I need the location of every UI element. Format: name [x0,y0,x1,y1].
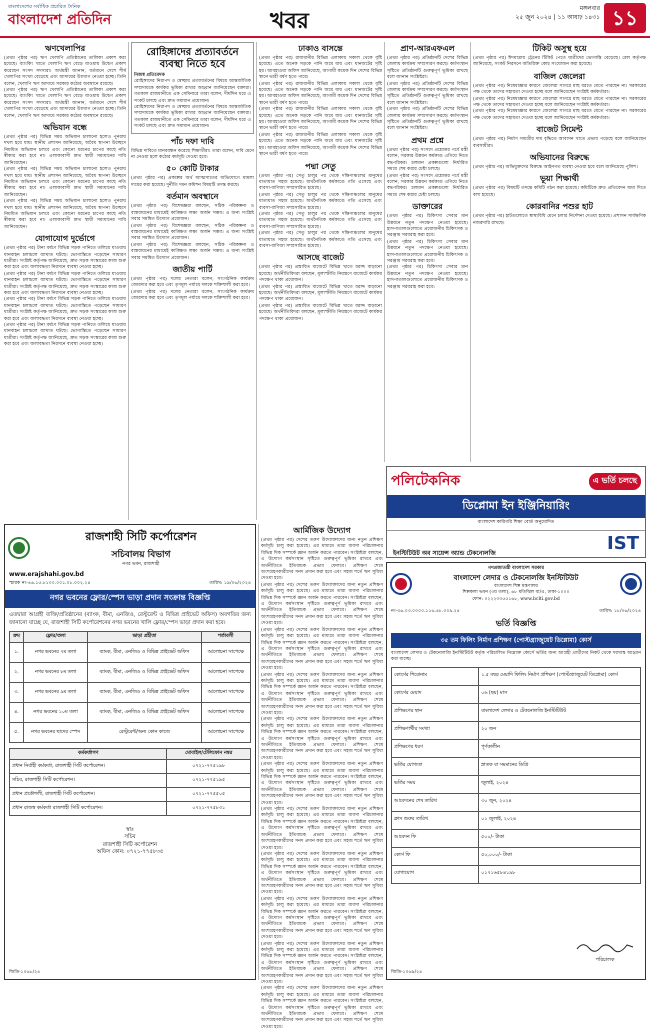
table-row [392,847,641,865]
article-body: (প্রথম পৃষ্ঠার পর) বিষয়টি তদন্তে কমিটি গঠন করা হয়েছে। কমিটিকে দ্রুত প্রতিবেদন জমা দিতে বলা হয়েছে। [473,186,646,198]
leather-ad-ministry: গণপ্রজাতন্ত্রী বাংলাদেশ সরকার [487,566,545,571]
article [259,44,382,159]
table-header-cell: ভাড়া গ্রহীতা [88,632,201,643]
table-cell: আবেদনের শেষ তারিখ [392,793,479,811]
article-body: বিভিন্ন দাবিতে মানববন্ধন করেছে শিক্ষার্থীরা। তারা বলেন, দাবি মেনে না নেওয়া হলে কঠোর কর্মসূচি দেওয়া হবে। [131,148,254,161]
column-1 [4,42,126,520]
dateline [500,4,600,22]
table-row [392,811,641,829]
article-headline: বাজিল জেলেরা [533,71,586,81]
leather-institute-ad [386,562,646,980]
article-body: (প্রথম পৃষ্ঠার পর) সেতু চালুর পর থেকে দক্ষিণাঞ্চলের মানুষের যাতায়াত সহজ হয়েছে। অর্থনৈতিক কর্মকাণ্ডে গতি এসেছে এবং ব্যবসা-বাণিজ্য সম্প্রসারিত হয়েছে। [259,211,382,230]
table-row [10,723,251,743]
table-row [10,774,251,788]
rajshahi-ad-signature-block [5,827,255,857]
article-headline: কোরবানির পশুর হাট [526,202,593,212]
article-body: (প্রথম পৃষ্ঠার পর) ঈদযাত্রায় ট্রেনের টিকিট পেতে যাত্রীদের ভোগান্তি বেড়েছে। রেল কর্তৃপক্ষ জানিয়েছে, সংকট নিরসনে অতিরিক্ত কোচ সংযোজন করা হয়েছে। [473,56,646,68]
table-row [392,667,641,685]
article-body: (প্রথম পৃষ্ঠার পর) অভিযুক্তদের বিরুদ্ধে আইনগত ব্যবস্থা নেওয়া হবে বলে জানিয়েছে পুলিশ। [473,165,638,171]
article-headline: অভিযানের বিরুদ্ধে [529,153,590,163]
table-cell: আলোচনা সাপেক্ষে [201,683,250,703]
table-cell: ১. [10,643,24,663]
table-header-cell: ক্রম [10,632,24,643]
rajshahi-ad-footer: জিডি-১০৬৮/২৪ [9,970,41,975]
article-body: (প্রথম পৃষ্ঠার পর) চিকিৎসা সেবার মান উন্নয়নে নতুন পদক্ষেপ নেওয়া হয়েছে। হাসপাতালগুলোতে প্রয়োজনীয় চিকিৎসক ও সরঞ্জাম সরবরাহ করা হবে। [387,214,468,239]
table-cell: ৩. [10,683,24,703]
article-body: (প্রথম পৃষ্ঠার পর) প্রকল্পের অর্থ আত্মসাতের অভিযোগে মামলা দায়ের করা হয়েছে। দুর্নীতি দমন কমিশন বিষয়টি তদন্ত করছে। [131,176,254,188]
table-cell: ব্যাংক, বীমা, এনজিও ও বিভিন্ন প্রাইভেট অফিস [88,703,201,723]
table-cell: ২. [10,663,24,683]
article [473,174,646,199]
table-cell: ০৭২১-৭৭৫১৯৫ [167,774,251,788]
table-cell: কোর্সের মেয়াদ [392,685,479,703]
table-cell: ভর্তির সময় [392,775,479,793]
poly-ad-note: বাংলাদেশ কারিগরি শিক্ষা বোর্ড অনুমোদিত [477,520,555,525]
table-row [10,643,251,663]
article-headline: প্রথম প্রশ্নে [411,135,444,145]
table-row [392,685,641,703]
article-body: (প্রথম পৃষ্ঠার পর) দেশের তরুণ উদ্যোক্তাদের জন্য নতুন প্রশিক্ষণ কর্মসূচি চালু করা হয়েছে। এর মাধ্যমে তারা ব্যবসা পরিচালনার বিভিন্ন দিক সম্পর্কে জ্ঞান অর্জন করতে পারবেন। সংশ্লিষ্টরা বলছেন, এ উদ্যোগ কর্মসংস্থান সৃষ্টিতে গুরুত্বপূর্ণ ভূমিকা রাখবে এবং অর্থনীতিতে ইতিবাচক প্রভাব ফেলবে। প্রশিক্ষণ শেষে অংশগ্রহণকারীদের সনদ প্রদান করা হবে এবং সহজ শর্তে ঋণ সুবিধা দেওয়া হবে। [261,986,383,1030]
article [259,162,382,251]
article-body: (প্রথম পৃষ্ঠার পর) ঋণ খেলাপি প্রতিষ্ঠানের তালিকা প্রকাশ করা হয়েছে। ব্যাংকিং খাতে খেলাপি ঋণ বেড়ে যাওয়ায় উদ্বেগ প্রকাশ করেছেন সংসদ সদস্যরা। অর্থমন্ত্রী জানান, বর্তমানে দেশে শীর্ষ খেলাপির সংখ্যা বেড়েছে এবং আদায়ের উদ্যোগ নেওয়া হচ্ছে। তিনি বলেন, খেলাপি ঋণ আদায়ে সরকার কঠোর অবস্থানে রয়েছে। [4,56,126,87]
article [131,137,254,162]
article-headline: বাজেট সিমেন্ট [536,125,583,135]
article-body: (প্রথম পৃষ্ঠার পর) সংসদে প্রশ্নোত্তর পর্বে মন্ত্রী বলেন, সরকার উন্নয়ন কর্মকাণ্ড এগিয়ে নিতে বদ্ধপরিকর। চলমান প্রকল্পগুলো নির্ধারিত সময়ে শেষ করার চেষ্টা চলছে। [387,147,468,173]
article-body: (প্রথম পৃষ্ঠার পর) দেশের তরুণ উদ্যোক্তাদের জন্য নতুন প্রশিক্ষণ কর্মসূচি চালু করা হয়েছে। এর মাধ্যমে তারা ব্যবসা পরিচালনার বিভিন্ন দিক সম্পর্কে জ্ঞান অর্জন করতে পারবেন। সংশ্লিষ্টরা বলছেন, এ উদ্যোগ কর্মসংস্থান সৃষ্টিতে গুরুত্বপূর্ণ ভূমিকা রাখবে এবং অর্থনীতিতে ইতিবাচক প্রভাব ফেলবে। প্রশিক্ষণ শেষে অংশগ্রহণকারীদের সনদ প্রদান করা হবে এবং সহজ শর্তে ঋণ সুবিধা দেওয়া হবে। [261,896,383,941]
article-body: (প্রথম পৃষ্ঠার পর) টানা বর্ষণে বিভিন্ন সড়ক পানিতে তলিয়ে যাওয়ায় যানবাহন চলাচলে ব্যাঘাত ঘটছে। ভোগান্তিতে পড়েছেন সাধারণ যাত্রীরা। সংশ্লিষ্ট কর্তৃপক্ষ জানিয়েছে, দ্রুত সড়ক সংস্কারের কাজ শুরু করা হবে এবং জলাবদ্ধতা নিরসনে ব্যবস্থা নেওয়া হচ্ছে। [4,323,126,348]
article-body: (প্রথম পৃষ্ঠার পর) দেশের তরুণ উদ্যোক্তাদের জন্য নতুন প্রশিক্ষণ কর্মসূচি চালু করা হয়েছে। এর মাধ্যমে তারা ব্যবসা পরিচালনার বিভিন্ন দিক সম্পর্কে জ্ঞান অর্জন করতে পারবেন। সংশ্লিষ্টরা বলছেন, এ উদ্যোগ কর্মসংস্থান সৃষ্টিতে গুরুত্বপূর্ণ ভূমিকা রাখবে এবং অর্থনীতিতে ইতিবাচক প্রভাব ফেলবে। প্রশিক্ষণ শেষে অংশগ্রহণকারীদের সনদ প্রদান করা হবে এবং সহজ শর্তে ঋণ সুবিধা দেওয়া হবে। [261,851,383,896]
leather-ad-contact[interactable]: ফোন: ০২২২৩৩৫৫১৬৮, www.bclti.gov.bd [472,596,560,602]
article-body: (প্রথম পৃষ্ঠার পর) হাটগুলোতে স্বাস্থ্যবিধি মেনে চলার নির্দেশনা দেওয়া হয়েছে। প্রশাসন সার্বক্ষণিক নজরদারি রাখছে। [473,214,646,226]
article-body: (প্রথম পৃষ্ঠার পর) বিভিন্ন সময় অভিযান চালানো হলেও পুনরায় দখল হয়ে যায়। স্থানীয় প্রশাসন জানিয়েছে, অবৈধ স্থাপনা উচ্ছেদে নিয়মিত অভিযান চলবে এবং কোনো ধরনের চাপের কাছে নতি স্বীকার করা হবে না। এলাকাবাসী দ্রুত স্থায়ী সমাধানের দাবি জানিয়েছেন। [4,167,126,198]
article-headline: জাতীয় পার্টি [172,264,213,274]
table-cell: ৫. [10,723,24,743]
article-body: (প্রথম পৃষ্ঠার পর) দেশের তরুণ উদ্যোক্তাদের জন্য নতুন প্রশিক্ষণ কর্মসূচি চালু করা হয়েছে। এর মাধ্যমে তারা ব্যবসা পরিচালনার বিভিন্ন দিক সম্পর্কে জ্ঞান অর্জন করতে পারবেন। সংশ্লিষ্টরা বলছেন, এ উদ্যোগ কর্মসংস্থান সৃষ্টিতে গুরুত্বপূর্ণ ভূমিকা রাখবে এবং অর্থনীতিতে ইতিবাচক প্রভাব ফেলবে। প্রশিক্ষণ শেষে অংশগ্রহণকারীদের সনদ প্রদান করা হবে এবং সহজ শর্তে ঋণ সুবিধা দেওয়া হবে। [261,538,383,582]
article-body: (প্রথম পৃষ্ঠার পর) বিশেষজ্ঞরা বলছেন, সঠিক পরিকল্পনা ও বাস্তবায়নের মাধ্যমেই কাঙ্ক্ষিত লক্ষ্য অর্জন সম্ভব। এ জন্য সংশ্লিষ্ট সবার সমন্বিত উদ্যোগ প্রয়োজন। [131,223,254,242]
article-body: (প্রথম পৃষ্ঠার পর) বিভিন্ন সময় অভিযান চালানো হলেও পুনরায় দখল হয়ে যায়। স্থানীয় প্রশাসন জানিয়েছে, অবৈধ স্থাপনা উচ্ছেদে নিয়মিত অভিযান চলবে এবং কোনো ধরনের চাপের কাছে নতি স্বীকার করা হবে না। এলাকাবাসী দ্রুত স্থায়ী সমাধানের দাবি জানিয়েছেন। [4,199,126,230]
table-cell: পূর্ণকালীন [479,739,641,757]
table-cell: যোগাযোগ [392,865,479,883]
article-body: (প্রথম পৃষ্ঠার পর) বিশেষজ্ঞরা বলছেন, সঠিক পরিকল্পনা ও বাস্তবায়নের মাধ্যমেই কাঙ্ক্ষিত লক্ষ্য অর্জন সম্ভব। এ জন্য সংশ্লিষ্ট সবার সমন্বিত উদ্যোগ প্রয়োজন। [131,242,254,261]
article [473,125,646,150]
rajshahi-ad-header [5,525,255,571]
poly-ad-header [387,467,645,495]
article-body: (প্রথম পৃষ্ঠার পর) দেশের তরুণ উদ্যোক্তাদের জন্য নতুন প্রশিক্ষণ কর্মসূচি চালু করা হয়েছে। এর মাধ্যমে তারা ব্যবসা পরিচালনার বিভিন্ন দিক সম্পর্কে জ্ঞান অর্জন করতে পারবেন। সংশ্লিষ্টরা বলছেন, এ উদ্যোগ কর্মসংস্থান সৃষ্টিতে গুরুত্বপূর্ণ ভূমিকা রাখবে এবং অর্থনীতিতে ইতিবাচক প্রভাব ফেলবে। প্রশিক্ষণ শেষে অংশগ্রহণকারীদের সনদ প্রদান করা হবে এবং সহজ শর্তে ঋণ সুবিধা দেওয়া হবে। [261,941,383,986]
article-headline: ডাক্তারের [412,202,443,212]
article-body: (প্রথম পৃষ্ঠার পর) বিশেষজ্ঞরা বলছেন, সঠিক পরিকল্পনা ও বাস্তবায়নের মাধ্যমেই কাঙ্ক্ষিত লক্ষ্য অর্জন সম্ভব। এ জন্য সংশ্লিষ্ট সবার সমন্বিত উদ্যোগ প্রয়োজন। [131,204,254,223]
article-body: (প্রথম পৃষ্ঠার পর) সংসদে প্রশ্নোত্তর পর্বে মন্ত্রী বলেন, সরকার উন্নয়ন কর্মকাণ্ড এগিয়ে নিতে বদ্ধপরিকর। চলমান প্রকল্পগুলো নির্ধারিত সময়ে শেষ করার চেষ্টা চলছে। [387,173,468,198]
article-headline: পাঁচ দফা দাবি [170,136,215,146]
leather-ad-table [391,667,641,884]
table-cell: নগর ভবনের ছাদের স্পেস [23,723,87,743]
article-headline: ঢাকাও বাসন্তে [298,44,343,53]
leather-ad-memo-line [387,606,645,616]
table-cell: প্রশিক্ষণের ধরণ [392,739,479,757]
table-cell: নগর ভবনের ৮ম তলা [23,663,87,683]
ist-logo: IST [607,533,639,555]
article-body: (প্রথম পৃষ্ঠার পর) টানা বর্ষণে বিভিন্ন সড়ক পানিতে তলিয়ে যাওয়ায় যানবাহন চলাচলে ব্যাঘাত ঘটছে। ভোগান্তিতে পড়েছেন সাধারণ যাত্রীরা। সংশ্লিষ্ট কর্তৃপক্ষ জানিয়েছে, দ্রুত সড়ক সংস্কারের কাজ শুরু করা হবে এবং জলাবদ্ধতা নিরসনে ব্যবস্থা নেওয়া হচ্ছে। [4,246,126,271]
table-header-cell: কর্মকর্তাগণ [10,749,167,760]
article [131,192,254,262]
article [131,265,254,303]
leather-ad-course: ৩৫ তম ফিলিং নির্মাণ প্রশিক্ষণ (পোস্টগ্র্যাজুয়েট ডিপ্লোমা) কোর্স [391,633,641,648]
article-body: (প্রথম পৃষ্ঠার পর) সেতু চালুর পর থেকে দক্ষিণাঞ্চলের মানুষের যাতায়াত সহজ হয়েছে। অর্থনৈতিক কর্মকাণ্ডে গতি এসেছে এবং ব্যবসা-বাণিজ্য সম্প্রসারিত হয়েছে। [259,231,382,249]
article-headline: আসছে বাজেট [297,253,344,263]
table-header-cell: শর্তাবলী [201,632,250,643]
table-cell: ব্যাংক, বীমা, এনজিও ও বিভিন্ন প্রাইভেট অফিস [88,643,201,663]
article-headline: ঋণখেলাপির [44,44,86,53]
signer-line: অফিস কোন: ০৭২১-৭৭৫৮৩৫ [96,849,164,856]
article [387,44,468,133]
rajshahi-ad-banner: নগর ভবনের ফ্লোর/স্পেস ভাড়া প্রদান সংক্রান্ত বিজ্ঞপ্তি [5,590,255,608]
rajshahi-ad-memo: স্মারক নং-৪৬.১৫.৮১০০.০০১.০৮.০০২.২৪ [9,581,91,587]
article-headline: ভূয়া শিক্ষার্থী [539,174,580,184]
table-cell: ৫০,০০০/- টাকা [479,847,641,865]
article-body: রোহিঙ্গাদের নিরাপদ ও স্বেচ্ছায় প্রত্যাবর্তনের বিষয়ে আন্তর্জাতিক সম্প্রদায়কে কার্যকর ভূমিকা রাখার আহ্বান জানিয়েছেন বক্তারা। গতকাল রাজধানীতে এক সেমিনারে তারা বলেন, দীর্ঘদিন ধরে এ সংকট চলছে এবং দ্রুত সমাধান প্রয়োজন। [134,79,251,104]
article-headline: আর্মিজিক উদ্যোগ [293,526,351,535]
leather-ad-address: শিল্পকলা ভবন (৩য় তলা), ৬৮ মতিঝিল বা/এ, ঢাকা-১০০০ [462,590,570,596]
article-body: (প্রথম পৃষ্ঠার পর) দেশের তরুণ উদ্যোক্তাদের জন্য নতুন প্রশিক্ষণ কর্মসূচি চালু করা হয়েছে। এর মাধ্যমে তারা ব্যবসা পরিচালনার বিভিন্ন দিক সম্পর্কে জ্ঞান অর্জন করতে পারবেন। সংশ্লিষ্টরা বলছেন, এ উদ্যোগ কর্মসংস্থান সৃষ্টিতে গুরুত্বপূর্ণ ভূমিকা রাখবে এবং অর্থনীতিতে ইতিবাচক প্রভাব ফেলবে। প্রশিক্ষণ শেষে অংশগ্রহণকারীদের সনদ প্রদান করা হবে এবং সহজ শর্তে ঋণ সুবিধা দেওয়া হবে। [261,807,383,851]
table-row [10,703,251,723]
table-cell: আলোচনা সাপেক্ষে [201,643,250,663]
table-header-row [10,749,251,760]
table-cell: ০৭২১-৭৭৫৮৩১ [167,802,251,816]
signer-line: রাজশাহী সিটি কর্পোরেশন [102,841,158,848]
article-headline: যোগাযোগ দুর্ভোগে [34,234,96,244]
leather-ad-table-wrap [387,665,645,886]
polytechnic-ad [386,466,646,558]
table-cell: ০১৭১৬৫৮৪১৯৮ [479,865,641,883]
article-body: (প্রথম পৃষ্ঠার পর) দেশের তরুণ উদ্যোক্তাদের জন্য নতুন প্রশিক্ষণ কর্মসূচি চালু করা হয়েছে। এর মাধ্যমে তারা ব্যবসা পরিচালনার বিভিন্ন দিক সম্পর্কে জ্ঞান অর্জন করতে পারবেন। সংশ্লিষ্টরা বলছেন, এ উদ্যোগ কর্মসংস্থান সৃষ্টিতে গুরুত্বপূর্ণ ভূমিকা রাখবে এবং অর্থনীতিতে ইতিবাচক প্রভাব ফেলবে। প্রশিক্ষণ শেষে অংশগ্রহণকারীদের সনদ প্রদান করা হবে এবং সহজ শর্তে ঋণ সুবিধা দেওয়া হবে। [261,582,383,627]
dateline-day: মঙ্গলবার [579,5,600,12]
table-row [10,788,251,802]
column-rule [384,42,385,462]
column-3 [259,42,382,520]
institute-logo-icon [620,573,642,595]
article-headline: পদ্মা সেতু [305,161,336,171]
article [131,42,254,134]
table-row [392,829,641,847]
article-body: (প্রথম পৃষ্ঠার পর) সেতু চালুর পর থেকে দক্ষিণাঞ্চলের মানুষের যাতায়াত সহজ হয়েছে। অর্থনৈতিক কর্মকাণ্ডে গতি এসেছে এবং ব্যবসা-বাণিজ্য সম্প্রসারিত হয়েছে। [259,173,382,192]
article-body: (প্রথম পৃষ্ঠার পর) রাজধানীর বিভিন্ন এলাকায় সকাল থেকে বৃষ্টি হয়েছে। এতে অনেক সড়কে পানি জমে যায় এবং যানজটের সৃষ্টি হয়। আবহাওয়া অফিস জানিয়েছে, আগামী কয়েক দিন দেশের বিভিন্ন স্থানে ভারী বর্ষণ হতে পারে। [259,107,382,132]
table-cell: ০৭২১-৭৭৫১৯৮ [167,760,251,774]
article-body: (প্রথম পৃষ্ঠার পর) নিষেধাজ্ঞার কারণে জেলেরা সাগরে মাছ ধরতে যেতে পারছেন না। সরকারের পক্ষ থেকে তাদের সহায়তা দেওয়া হচ্ছে বলে জানিয়েছেন সংশ্লিষ্ট কর্মকর্তারা। [473,83,646,96]
table-cell: প্রশিক্ষণার্থীর সংখ্যা [392,721,479,739]
table-row [392,793,641,811]
table-row [392,757,641,775]
article-body: (প্রথম পৃষ্ঠার পর) চিকিৎসা সেবার মান উন্নয়নে নতুন পদক্ষেপ নেওয়া হয়েছে। হাসপাতালগুলোতে প্রয়োজনীয় চিকিৎসক ও সরঞ্জাম সরবরাহ করা হবে। [387,265,468,290]
leather-ad-date: তারিখ: ১৮/০৬/২০২৪ [599,608,641,614]
table-cell: প্রধান প্রকৌশলী, রাজশাহী সিটি কর্পোরেশন। [10,788,167,802]
masthead-name: বাংলাদেশ প্রতিদিন [8,12,112,28]
table-row [10,760,251,774]
article-body: (প্রথম পৃষ্ঠার পর) ঋণ খেলাপি প্রতিষ্ঠানের তালিকা প্রকাশ করা হয়েছে। ব্যাংকিং খাতে খেলাপি ঋণ বেড়ে যাওয়ায় উদ্বেগ প্রকাশ করেছেন সংসদ সদস্যরা। অর্থমন্ত্রী জানান, বর্তমানে দেশে শীর্ষ খেলাপির সংখ্যা বেড়েছে এবং আদায়ের উদ্যোগ নেওয়া হচ্ছে। তিনি বলেন, খেলাপি ঋণ আদায়ে সরকার কঠোর অবস্থানে রয়েছে। [4,88,126,119]
article-body: (প্রথম পৃষ্ঠার পর) দেশের তরুণ উদ্যোক্তাদের জন্য নতুন প্রশিক্ষণ কর্মসূচি চালু করা হয়েছে। এর মাধ্যমে তারা ব্যবসা পরিচালনার বিভিন্ন দিক সম্পর্কে জ্ঞান অর্জন করতে পারবেন। সংশ্লিষ্টরা বলছেন, এ উদ্যোগ কর্মসংস্থান সৃষ্টিতে গুরুত্বপূর্ণ ভূমিকা রাখবে এবং অর্থনীতিতে ইতিবাচক প্রভাব ফেলবে। প্রশিক্ষণ শেষে অংশগ্রহণকারীদের সনদ প্রদান করা হবে এবং সহজ শর্তে ঋণ সুবিধা দেওয়া হবে। [261,627,383,672]
table-cell: নগর ভবনের ১০ম তলা [23,703,87,723]
article-headline: টিকিট অসুস্থ হয়ে [532,44,587,53]
rajshahi-floor-table-wrap [5,629,255,745]
table-cell: আলোচনা সাপেক্ষে [201,703,250,723]
article-headline: বর্তমান অবস্থানে [166,192,219,202]
rajshahi-ad-intro: এতদ্বারা আগ্রহী ব্যক্তি/প্রতিষ্ঠানের (ব্যাংক, বীমা, এনজিও, রেস্টুরেন্ট ও বিভিন্ন প্রাইভেট অফিস) অবগতির জন্য জানানো যাচ্ছে যে, রাজশাহী সিটি কর্পোরেশনের নগর ভবনের খালি ফ্লোর/স্পেস ভাড়া প্রদান করা হবে। [9,612,251,626]
article-headline: রোহিঙ্গাদের প্রত্যাবর্তনে ব্যবস্থা নিতে হবে [146,47,239,70]
rajshahi-city-corp-ad [4,524,256,980]
table-row [392,703,641,721]
section-title: খবর [270,9,309,34]
article-body: (প্রথম পৃষ্ঠার পর) দলের নেতারা বলেন, সাংগঠনিক কার্যক্রম জোরদার করা হবে এবং তৃণমূল পর্যায়ে দলকে শক্তিশালী করা হবে। [131,276,254,289]
page-header [0,0,650,38]
table-cell: ০১ জুলাই, ২০২৪ [479,811,641,829]
masthead-tagline: বাংলাদেশের সর্বাধিক প্রচারিত দৈনিক [8,4,81,10]
rajshahi-ad-website[interactable]: www.erajshahi.gov.bd [9,571,84,579]
rajshahi-ad-address: নগর ভবন, রাজশাহী [122,562,160,567]
article-body: (প্রথম পৃষ্ঠার পর) দেশের তরুণ উদ্যোক্তাদের জন্য নতুন প্রশিক্ষণ কর্মসূচি চালু করা হয়েছে। এর মাধ্যমে তারা ব্যবসা পরিচালনার বিভিন্ন দিক সম্পর্কে জ্ঞান অর্জন করতে পারবেন। সংশ্লিষ্টরা বলছেন, এ উদ্যোগ কর্মসংস্থান সৃষ্টিতে গুরুত্বপূর্ণ ভূমিকা রাখবে এবং অর্থনীতিতে ইতিবাচক প্রভাব ফেলবে। প্রশিক্ষণ শেষে অংশগ্রহণকারীদের সনদ প্রদান করা হবে এবং সহজ শর্তে ঋণ সুবিধা দেওয়া হবে। [261,762,383,806]
poly-ad-subtitle: ডিপ্লোমা ইন ইঞ্জিনিয়ারিং [387,495,645,518]
article [4,123,126,231]
table-row [10,663,251,683]
leather-ad-header [387,563,645,606]
article-body: (প্রথম পৃষ্ঠার পর) প্রস্তাবিত বাজেটে বিভিন্ন খাতে বরাদ্দ বাড়ানো হয়েছে। অর্থনীতিবিদরা বলছেন, মূল্যস্ফীতি নিয়ন্ত্রণে বাজেটে কার্যকর পদক্ষেপ থাকা প্রয়োজন। [259,303,382,322]
article [473,202,646,227]
article-headline: প্রাণ-আরএফএল [400,44,455,53]
article-body: (প্রথম পৃষ্ঠার পর) নির্মাণ সামগ্রীর দাম বৃদ্ধিতে আবাসন খাতে প্রভাব পড়েছে বলে জানিয়েছেন ব্যবসায়ীরা। [473,137,646,149]
table-cell: ক্লাস শুরুর তারিখ [392,811,479,829]
article [4,234,126,349]
column-4 [387,42,468,462]
rajshahi-contact-table [9,748,251,816]
column-2 [131,42,254,520]
rajshahi-ad-titles [30,528,252,568]
table-cell: ভর্তির যোগ্যতা [392,757,479,775]
table-cell: সচিব, রাজশাহী সিটি কর্পোরেশন। [10,774,167,788]
dateline-date: ২৫ জুন ২০২৪ | ১১ আষাঢ় ১৪৩১ [515,14,600,21]
article-body: (প্রথম পৃষ্ঠার পর) টানা বর্ষণে বিভিন্ন সড়ক পানিতে তলিয়ে যাওয়ায় যানবাহন চলাচলে ব্যাঘাত ঘটছে। ভোগান্তিতে পড়েছেন সাধারণ যাত্রীরা। সংশ্লিষ্ট কর্তৃপক্ষ জানিয়েছে, দ্রুত সড়ক সংস্কারের কাজ শুরু করা হবে এবং জলাবদ্ধতা নিরসনে ব্যবস্থা নেওয়া হচ্ছে। [4,297,126,322]
column-rule [128,42,129,520]
table-cell: প্রধান রাজস্ব কর্মকর্তা রাজশাহী সিটি কর্পোরেশন। [10,802,167,816]
article-body: (প্রথম পৃষ্ঠার পর) প্রস্তাবিত বাজেটে বিভিন্ন খাতে বরাদ্দ বাড়ানো হয়েছে। অর্থনীতিবিদরা বলছেন, মূল্যস্ফীতি নিয়ন্ত্রণে বাজেটে কার্যকর পদক্ষেপ থাকা প্রয়োজন। [259,284,382,303]
leather-ad-intro: বাংলাদেশ লেদার ও টেকনোলজি ইনস্টিটিউট কর্তৃক পরিচালিত নিম্নোক্ত কোর্সে ভর্তির জন্য আগ্রহী প্রার্থীদের নিকট থেকে দরখাস্ত আহ্বান করা যাচ্ছে। [391,650,641,663]
table-cell: ০৭২১-৭৭৫৫০৫ [167,788,251,802]
rajshahi-ad-date: তারিখ: ১৯/০৬/২০২৪ [209,581,251,587]
leather-ad-memo: নং-৩৬.০৩.০০০০.১১৬.৪৮.০০৯.২৪ [391,608,460,614]
bottom-middle-column [261,524,383,1030]
leather-ad-org: বাংলাদেশ লেদার ও টেকনোলজি ইনস্টিটিউট [453,574,579,583]
table-cell: জুলাই, ২০২৪ [479,775,641,793]
column-5 [473,42,646,462]
poly-ad-badge: এ ভর্তি চলছে [589,473,641,490]
table-row [392,865,641,883]
table-cell: ব্যাংক, বীমা, এনজিও ও বিভিন্ন প্রাইভেট অফিস [88,683,201,703]
table-cell: রেস্টুরেন্ট/অন্য কোন কাজে [88,723,201,743]
table-cell: আবেদন ফি [392,829,479,847]
article [473,153,646,171]
table-cell: ২০ জন [479,721,641,739]
article [473,44,646,69]
article-body: (প্রথম পৃষ্ঠার পর) প্রতিষ্ঠানটি দেশের বিভিন্ন জেলায় কার্যক্রম সম্প্রসারণ করছে। কর্মসংস্থান সৃষ্টিতে প্রতিষ্ঠানটি গুরুত্বপূর্ণ ভূমিকা রাখছে বলে জানান সংশ্লিষ্টরা। [387,81,468,106]
table-cell: ৩০ জুন, ২০২৪ [479,793,641,811]
leather-ad-signer: পরিচালক [595,957,615,963]
rajshahi-ad-subtitle: সচিবালয় বিভাগ [111,550,171,560]
table-cell: ৪. [10,703,24,723]
table-cell: নগর ভবনের ৯ম তলা [23,683,87,703]
article-body: (প্রথম পৃষ্ঠার পর) সেতু চালুর পর থেকে দক্ষিণাঞ্চলের মানুষের যাতায়াত সহজ হয়েছে। অর্থনৈতিক কর্মকাণ্ডে গতি এসেছে এবং ব্যবসা-বাণিজ্য সম্প্রসারিত হয়েছে। [259,192,382,211]
signer-line: সচিব [124,834,136,841]
masthead-logo [8,4,128,34]
article-body: (প্রথম পৃষ্ঠার পর) দলের নেতারা বলেন, সাংগঠনিক কার্যক্রম জোরদার করা হবে এবং তৃণমূল পর্যায়ে দলকে শক্তিশালী করা হবে। [131,289,254,302]
article [387,202,468,291]
column-rule [470,42,471,462]
article-body: (প্রথম পৃষ্ঠার পর) দেশের তরুণ উদ্যোক্তাদের জন্য নতুন প্রশিক্ষণ কর্মসূচি চালু করা হয়েছে। এর মাধ্যমে তারা ব্যবসা পরিচালনার বিভিন্ন দিক সম্পর্কে জ্ঞান অর্জন করতে পারবেন। সংশ্লিষ্টরা বলছেন, এ উদ্যোগ কর্মসংস্থান সৃষ্টিতে গুরুত্বপূর্ণ ভূমিকা রাখবে এবং অর্থনীতিতে ইতিবাচক প্রভাব ফেলবে। প্রশিক্ষণ শেষে অংশগ্রহণকারীদের সনদ প্রদান করা হবে এবং সহজ শর্তে ঋণ সুবিধা দেওয়া হবে। [261,717,383,761]
column-rule [258,524,259,980]
table-row [392,739,641,757]
article-body: (প্রথম পৃষ্ঠার পর) প্রতিষ্ঠানটি দেশের বিভিন্ন জেলায় কার্যক্রম সম্প্রসারণ করছে। কর্মসংস্থান সৃষ্টিতে প্রতিষ্ঠানটি গুরুত্বপূর্ণ ভূমিকা রাখছে বলে জানান সংশ্লিষ্টরা। [387,56,468,81]
article-body: (প্রথম পৃষ্ঠার পর) প্রস্তাবিত বাজেটে বিভিন্ন খাতে বরাদ্দ বাড়ানো হয়েছে। অর্থনীতিবিদরা বলছেন, মূল্যস্ফীতি নিয়ন্ত্রণে বাজেটে কার্যকর পদক্ষেপ থাকা প্রয়োজন। [259,265,382,284]
article [259,253,382,323]
article [131,164,254,189]
article [473,72,646,122]
article-body: (প্রথম পৃষ্ঠার পর) নিষেধাজ্ঞার কারণে জেলেরা সাগরে মাছ ধরতে যেতে পারছেন না। সরকারের পক্ষ থেকে তাদের সহায়তা দেওয়া হচ্ছে বলে জানিয়েছেন সংশ্লিষ্ট কর্মকর্তারা। [473,109,646,121]
table-row [392,721,641,739]
table-header-cell: ফ্লোর/তলা [23,632,87,643]
table-cell: কোর্সের শিরোনাম [392,667,479,685]
signer-line: স্বাঃ [126,827,134,834]
leather-ad-signature-block [575,938,635,965]
article-body: (প্রথম পৃষ্ঠার পর) বিভিন্ন সময় অভিযান চালানো হলেও পুনরায় দখল হয়ে যায়। স্থানীয় প্রশাসন জানিয়েছে, অবৈধ স্থাপনা উচ্ছেদে নিয়মিত অভিযান চলবে এবং কোনো ধরনের চাপের কাছে নতি স্বীকার করা হবে না। এলাকাবাসী দ্রুত স্থায়ী সমাধানের দাবি জানিয়েছেন। [4,135,126,166]
table-cell: কোর্স ফি [392,847,479,865]
article-body: (প্রথম পৃষ্ঠার পর) রাজধানীর বিভিন্ন এলাকায় সকাল থেকে বৃষ্টি হয়েছে। এতে অনেক সড়কে পানি জমে যায় এবং যানজটের সৃষ্টি হয়। আবহাওয়া অফিস জানিয়েছে, আগামী কয়েক দিন দেশের বিভিন্ন স্থানে ভারী বর্ষণ হতে পারে। [259,81,382,106]
article [4,44,126,120]
article-body: (প্রথম পৃষ্ঠার পর) টানা বর্ষণে বিভিন্ন সড়ক পানিতে তলিয়ে যাওয়ায় যানবাহন চলাচলে ব্যাঘাত ঘটছে। ভোগান্তিতে পড়েছেন সাধারণ যাত্রীরা। সংশ্লিষ্ট কর্তৃপক্ষ জানিয়েছে, দ্রুত সড়ক সংস্কারের কাজ শুরু করা হবে এবং জলাবদ্ধতা নিরসনে ব্যবস্থা নেওয়া হচ্ছে। [4,271,126,296]
rajshahi-ad-title: রাজশাহী সিটি কর্পোরেশন [85,530,197,543]
rajshahi-seal-icon [8,537,30,559]
table-cell: আলোচনা সাপেক্ষে [201,663,250,683]
table-header-cell: মোবাইল/টেলিফোন নম্বর [167,749,251,760]
article-body: (প্রথম পৃষ্ঠার পর) নিষেধাজ্ঞার কারণে জেলেরা সাগরে মাছ ধরতে যেতে পারছেন না। সরকারের পক্ষ থেকে তাদের সহায়তা দেওয়া হচ্ছে বলে জানিয়েছেন সংশ্লিষ্ট কর্মকর্তারা। [473,96,646,109]
article-body: (প্রথম পৃষ্ঠার পর) রাজধানীর বিভিন্ন এলাকায় সকাল থেকে বৃষ্টি হয়েছে। এতে অনেক সড়কে পানি জমে যায় এবং যানজটের সৃষ্টি হয়। আবহাওয়া অফিস জানিয়েছে, আগামী কয়েক দিন দেশের বিভিন্ন স্থানে ভারী বর্ষণ হতে পারে। [259,56,382,81]
poly-ad-institute: ইনস্টিটিউট অব সায়েন্স অ্যান্ড টেকনোলজি [393,549,496,557]
article-body: রোহিঙ্গাদের নিরাপদ ও স্বেচ্ছায় প্রত্যাবর্তনের বিষয়ে আন্তর্জাতিক সম্প্রদায়কে কার্যকর ভূমিকা রাখার আহ্বান জানিয়েছেন বক্তারা। গতকাল রাজধানীতে এক সেমিনারে তারা বলেন, দীর্ঘদিন ধরে এ সংকট চলছে এবং দ্রুত সমাধান প্রয়োজন। [134,105,251,130]
leather-ad-org-2: বাংলাদেশ শিল্প মন্ত্রণালয় [494,584,538,590]
table-cell: ব্যাংক, বীমা, এনজিও ও বিভিন্ন প্রাইভেট অফিস [88,663,201,683]
table-row [10,683,251,703]
column-rule [256,42,257,520]
rajshahi-ad-memo-line [5,578,255,588]
article-body: (প্রথম পৃষ্ঠার পর) দেশের তরুণ উদ্যোক্তাদের জন্য নতুন প্রশিক্ষণ কর্মসূচি চালু করা হয়েছে। এর মাধ্যমে তারা ব্যবসা পরিচালনার বিভিন্ন দিক সম্পর্কে জ্ঞান অর্জন করতে পারবেন। সংশ্লিষ্টরা বলছেন, এ উদ্যোগ কর্মসংস্থান সৃষ্টিতে গুরুত্বপূর্ণ ভূমিকা রাখবে এবং অর্থনীতিতে ইতিবাচক প্রভাব ফেলবে। প্রশিক্ষণ শেষে অংশগ্রহণকারীদের সনদ প্রদান করা হবে এবং সহজ শর্তে ঋণ সুবিধা দেওয়া হবে। [261,672,383,716]
table-cell: ০৬ (ছয়) মাস [479,685,641,703]
article [387,136,468,199]
article-byline: নিজস্ব প্রতিবেদক [134,73,165,78]
table-row [10,802,251,816]
article-headline: ৫০ কোটি টাকার [166,164,219,174]
table-cell: আলোচনা সাপেক্ষে [201,723,250,743]
table-cell: ১.৫ বছর মেয়াদি ফিলিং নির্মাণ প্রশিক্ষণ (পোস্টগ্র্যাজুয়েট ডিপ্লোমা) কোর্স [479,667,641,685]
poly-ad-title: পলিটেকনিক [391,469,460,493]
table-header-row [10,632,251,643]
table-cell: বাংলাদেশ লেদার ও টেকনোলজি ইনস্টিটিউট [479,703,641,721]
leather-ad-titles [412,566,620,603]
article-headline: অভিযান বন্ধে [43,123,87,133]
table-cell: প্রধান নির্বাহী কর্মকর্তা, রাজশাহী সিটি কর্পোরেশন। [10,760,167,774]
rajshahi-contact-table-wrap [5,745,255,819]
rajshahi-floor-table [9,631,251,743]
article-body: (প্রথম পৃষ্ঠার পর) রাজধানীর বিভিন্ন এলাকায় সকাল থেকে বৃষ্টি হয়েছে। এতে অনেক সড়কে পানি জমে যায় এবং যানজটের সৃষ্টি হয়। আবহাওয়া অফিস জানিয়েছে, আগামী কয়েক দিন দেশের বিভিন্ন স্থানে ভারী বর্ষণ হতে পারে। [259,132,382,158]
leather-ad-title: ভর্তি বিজ্ঞপ্তি [495,618,537,628]
table-cell: স্নাতক বা সমমানের ডিগ্রি [479,757,641,775]
article-body: (প্রথম পৃষ্ঠার পর) চিকিৎসা সেবার মান উন্নয়নে নতুন পদক্ষেপ নেওয়া হয়েছে। হাসপাতালগুলোতে প্রয়োজনীয় চিকিৎসক ও সরঞ্জাম সরবরাহ করা হবে। [387,239,468,264]
table-cell: নগর ভবনের ৭ম তলা [23,643,87,663]
government-seal-icon [390,573,412,595]
signature-scribble [575,939,635,953]
table-cell: প্রশিক্ষণের স্থান [392,703,479,721]
page-number: ১১ [604,3,646,33]
article-body: (প্রথম পৃষ্ঠার পর) প্রতিষ্ঠানটি দেশের বিভিন্ন জেলায় কার্যক্রম সম্প্রসারণ করছে। কর্মসংস্থান সৃষ্টিতে প্রতিষ্ঠানটি গুরুত্বপূর্ণ ভূমিকা রাখছে বলে জানান সংশ্লিষ্টরা। [387,107,468,132]
table-row [392,775,641,793]
table-cell: ৫০০/- টাকা [479,829,641,847]
leather-ad-footer: জিডি-১০৬৯/২৪ [391,970,423,975]
